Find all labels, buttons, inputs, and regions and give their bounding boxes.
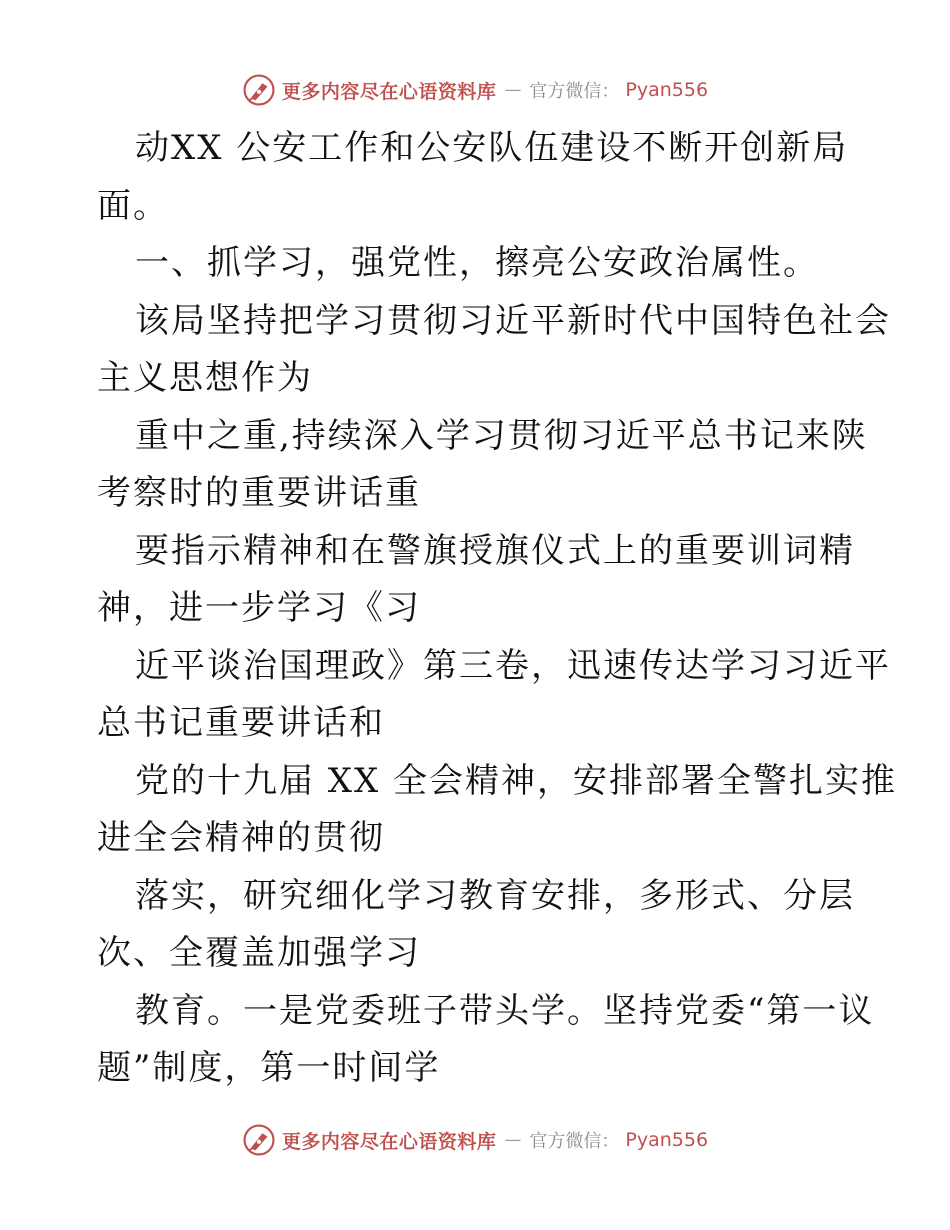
- text-line: 主义思想作为: [97, 358, 313, 398]
- text-line: 教育。一是党委班子带头学。坚持党委“第一议: [135, 990, 875, 1031]
- page-footer-banner: [0, 1120, 950, 1160]
- official-wechat-label: 官方微信：: [529, 1131, 620, 1152]
- text-line: 题”制度，第一时间学: [97, 1048, 441, 1088]
- text-line: 一、抓学习，强党性，擦亮公安政治属性。: [135, 243, 819, 283]
- text-line: 落实，研究细化学习教育安排，多形式、分层: [135, 875, 855, 916]
- pen-nib-logo-icon: [242, 1123, 276, 1157]
- official-wechat-label: 官方微信：: [529, 81, 620, 102]
- text-line: 考察时的重要讲话重: [97, 473, 421, 513]
- text-line: 神，进一步学习《习: [97, 588, 421, 628]
- wechat-id: Pyan556: [625, 79, 709, 101]
- text-line: 党的十九届 XX 全会精神，安排部署全警扎实推: [135, 760, 898, 801]
- text-line: 总书记重要讲话和: [97, 703, 385, 743]
- watermark-banner: [242, 73, 708, 107]
- text-line: 近平谈治国理政》第三卷，迅速传达学习习近平: [135, 645, 891, 686]
- text-line: 进全会精神的贯彻: [97, 818, 385, 858]
- pen-nib-logo-icon: [242, 73, 276, 107]
- banner-dash: —: [504, 1130, 522, 1150]
- text-line: 次、全覆盖加强学习: [97, 933, 421, 973]
- brand-text: 更多内容尽在心语资料库: [281, 80, 497, 103]
- page-header-banner: [0, 70, 950, 110]
- document-body: [97, 120, 898, 1098]
- text-line: 要指示精神和在警旗授旗仪式上的重要训词精: [135, 530, 855, 571]
- watermark-banner: [242, 1123, 708, 1157]
- text-line: 重中之重,持续深入学习贯彻习近平总书记来陕: [135, 415, 868, 456]
- text-line: 该局坚持把学习贯彻习近平新时代中国特色社会: [135, 300, 891, 341]
- banner-dash: —: [504, 80, 522, 100]
- text-line: 动XX 公安工作和公安队伍建设不断开创新局: [135, 128, 849, 168]
- brand-text: 更多内容尽在心语资料库: [281, 1130, 497, 1153]
- text-line: 面。: [97, 185, 169, 226]
- wechat-id: Pyan556: [625, 1129, 709, 1151]
